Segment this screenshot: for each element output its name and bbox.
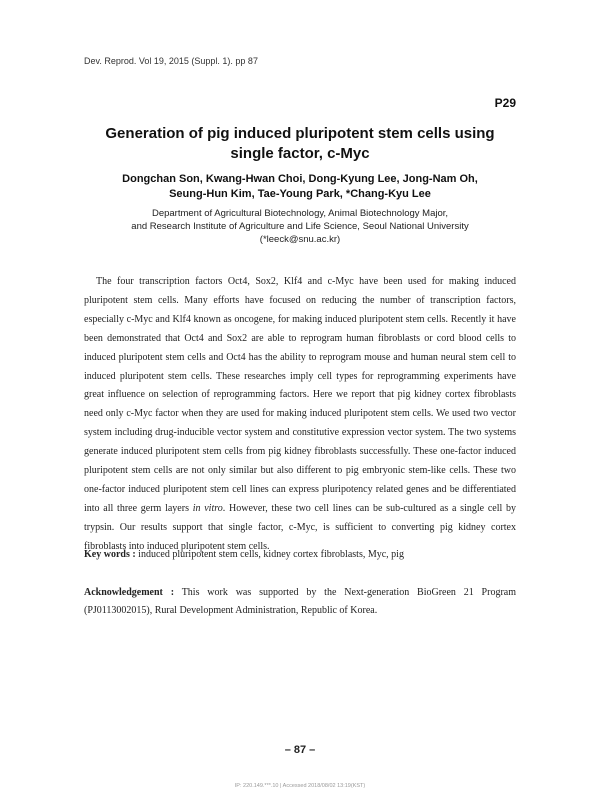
paper-title bbox=[84, 124, 516, 164]
abstract-body bbox=[84, 273, 516, 557]
keywords bbox=[84, 548, 516, 562]
affiliation-line: Department of Agricultural Biotechnology, Animal Biotechnology Major, bbox=[151, 208, 449, 219]
abstract-paragraph bbox=[84, 273, 516, 557]
author-line: Seung-Hun Kim, Tae-Young Park, *Chang-Kyu Lee bbox=[169, 187, 431, 200]
affiliation bbox=[84, 207, 516, 246]
journal-citation: Dev. Reprod. Vol 19, 2015 (Suppl. 1). pp 87 bbox=[84, 56, 258, 66]
author-line: Dongchan Son, Kwang-Hwan Choi, Dong-Kyung Lee, Jong-Nam Oh, bbox=[122, 173, 478, 185]
title-line: Generation of pig induced pluripotent stem cells using bbox=[105, 125, 495, 142]
acknowledgement bbox=[84, 584, 516, 620]
keywords-label: Key words : bbox=[84, 549, 136, 560]
abstract-code: P29 bbox=[494, 96, 516, 110]
keywords-text: induced pluripotent stem cells, kidney cortex fibroblasts, Myc, pig bbox=[138, 549, 404, 560]
affiliation-line: and Research Institute of Agriculture and Life Science, Seoul National University bbox=[131, 221, 469, 232]
abstract-text-continued: . However, these two cell lines can be sub-cultured as a single cell by trypsin. Our results support that single factor, c-Myc, is sufficient to converting pig kidney cortex fibroblasts into induced pluripotent stem cells. bbox=[84, 502, 517, 552]
title-line: single factor, c-Myc bbox=[230, 145, 370, 162]
author-list bbox=[84, 172, 516, 201]
acknowledgement-text: This work was supported by the Next-generation BioGreen 21 Program (PJ0113002015), Rural Development Administration, Republic of Korea. bbox=[84, 587, 516, 616]
abstract-text: The four transcription factors Oct4, Sox2, Klf4 and c-Myc have been used for making induced pluripotent stem cells. Many efforts have focused on reducing the number of transcription factors, especially c-Myc and Klf4 known as oncogene, for making induced pluripotent stem cells. Recently it have been demonstrated that Oct4 and Sox2 are able to reprogram human fibroblasts or cord blood cells to induced pluripotent stem cells and Oct4 has the ability to reprogram mouse and human neural stem cell to induced pluripotent stem cells. These researches imply cell types for reprogramming experiments have great influence on selection of reprogramming factors. Here we report that pig kidney cortex fibroblasts need only c-Myc factor when they are used for making induced pluripotent stem cells. We used two vector system including drug-inducible vector system and constitutive expression vector system. The two systems generate induced pluripotent stem cells from pig kidney fibroblasts successfully. These one-factor induced pluripotent stem cells are not only similar but also different to pig embryonic stem-like cells. These two one-factor induced pluripotent stem cell lines can express pluripotency related genes and be differentiated into all three germ layers bbox=[84, 276, 516, 514]
corresponding-email: (*leeck@snu.ac.kr) bbox=[259, 234, 341, 245]
access-note: IP: 220.149.***.10 | Accessed 2018/08/02 13:19(KST) bbox=[234, 783, 366, 789]
acknowledgement-label: Acknowledgement : bbox=[84, 587, 175, 598]
page-number: – 87 – bbox=[284, 744, 316, 756]
abstract-italic-term: in vitro bbox=[192, 502, 223, 514]
